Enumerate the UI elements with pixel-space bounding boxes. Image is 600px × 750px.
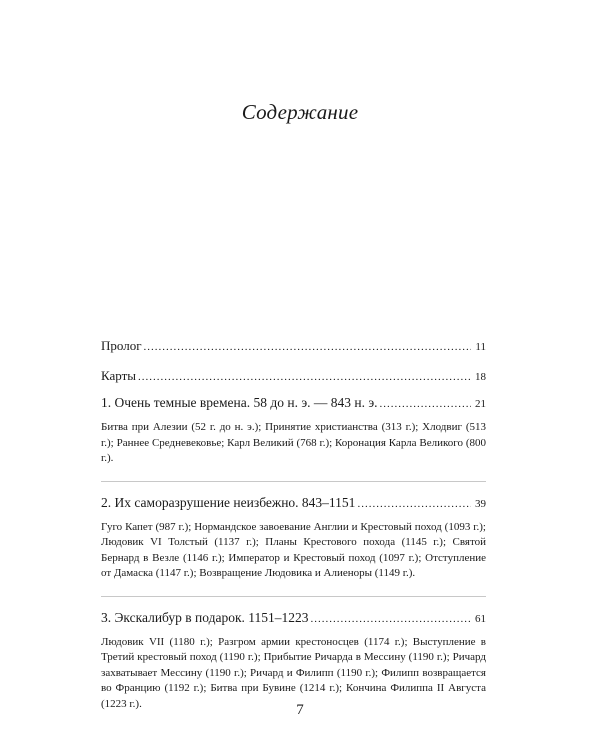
page-number: 7 (296, 702, 304, 718)
toc-entry-prologue[interactable] (101, 338, 486, 355)
contents-title: Содержание (241, 100, 359, 124)
toc-entry-chapter-2[interactable] (101, 495, 486, 512)
leader-dots (357, 496, 471, 512)
toc-entry-label: 3. Экскалибур в подарок. 1151–1223 (101, 609, 309, 625)
leader-dots (144, 339, 472, 355)
leader-dots (138, 369, 471, 385)
toc-entry-page: 18 (475, 371, 486, 383)
leader-dots (380, 396, 471, 412)
toc-entry-page: 39 (475, 497, 486, 510)
toc-entry-page: 21 (475, 398, 486, 410)
toc-entry-chapter-1[interactable] (101, 395, 486, 412)
section-divider (101, 596, 486, 597)
toc-entry-page: 61 (475, 612, 486, 625)
toc-entry-label: Пролог (101, 338, 142, 353)
toc-entry-chapter-3[interactable] (101, 610, 486, 627)
chapter-1-description: Битва при Алезии (52 г. до н. э.); Принятие христианства (313 г.); Хлодвиг (513 г.); Раннее Средневековье; Карл Великий (768 г.); Коронация Карла Великого (800 г.). (101, 421, 486, 464)
toc-entry-label: 2. Их саморазрушение неизбежно. 843–1151 (101, 494, 356, 510)
leader-dots (311, 611, 471, 627)
section-divider (101, 481, 486, 482)
chapter-3-description: Людовик VII (1180 г.); Разгром армии крестоносцев (1174 г.); Выступление в Третий крестовый поход (1190 г.); Прибытие Ричарда в Мессину (1190 г.); Ричард захватывает Мессину (1190 г.); Ричард и Филипп (1190 г.); Филипп возвращается во Францию (1192 г.); Битва при Бувине (1214 г.); Кончина Филиппа II Августа (1223 г.). (101, 635, 486, 710)
chapter-2-description: Гуго Капет (987 г.); Нормандское завоевание Англии и Крестовый поход (1093 г.); Людовик VI Толстый (1137 г.); Планы Крестового похода (1145 г.); Святой Бернард в Везле (1146 г.); Император и Крестовый поход (1097 г.); Отступление от Дамаска (1147 г.); Возвращение Людовика и Алиеноры (1149 г.). (101, 520, 486, 579)
toc-entry-label: Карты (101, 368, 137, 383)
toc-entry-maps[interactable] (101, 368, 486, 385)
table-of-contents (101, 338, 486, 712)
toc-entry-label: 1. Очень темные времена. 58 до н. э. — 843 н. э. (101, 395, 378, 410)
toc-entry-page: 11 (475, 341, 486, 353)
